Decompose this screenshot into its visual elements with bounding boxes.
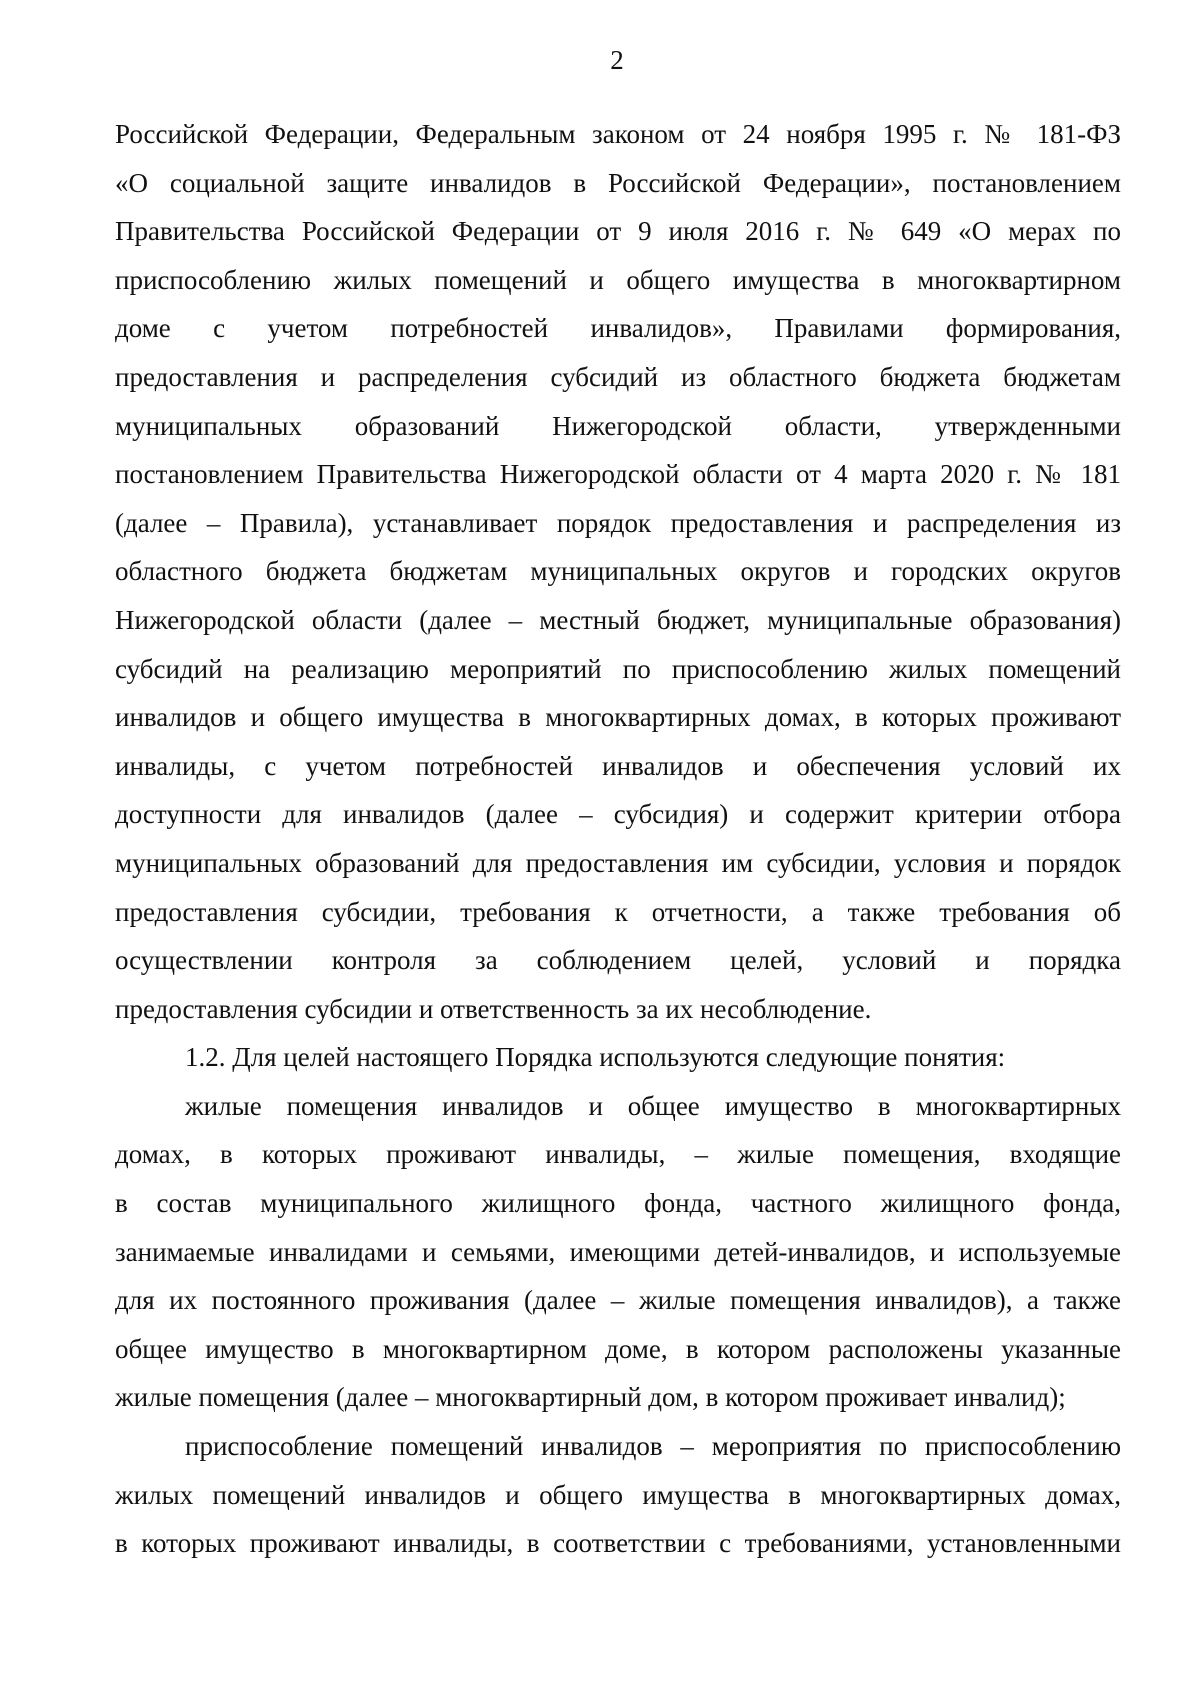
text-line: «О социальной защите инвалидов в Российской Федерации», постановлением [115,167,1121,198]
text-line: общее имущество в многоквартирном доме, в котором расположены указанные [115,1333,1121,1364]
page-number: 2 [610,45,624,75]
text-line: приспособлению жилых помещений и общего имущества в многоквартирном [115,264,1121,295]
text-line: Правительства Российской Федерации от 9 июля 2016 г. № 649 «О мерах по [115,216,1121,247]
text-line: предоставления субсидии, требования к отчетности, а также требования об [115,896,1121,927]
text-line: доступности для инвалидов (далее – субсидия) и содержит критерии отбора [115,799,1121,830]
text-line: жилые помещения инвалидов и общее имущество в многоквартирных [185,1090,1121,1121]
text-line: 1.2. Для целей настоящего Порядка используются следующие понятия: [185,1042,1006,1073]
text-line: домах, в которых проживают инвалиды, – жилые помещения, входящие [115,1139,1121,1170]
text-line: занимаемые инвалидами и семьями, имеющими детей-инвалидов, и используемые [115,1236,1121,1267]
text-line: муниципальных образований Нижегородской области, утвержденными [115,410,1121,441]
text-line: доме с учетом потребностей инвалидов», Правилами формирования, [115,313,1121,344]
text-line: для их постоянного проживания (далее – жилые помещения инвалидов), а также [115,1285,1121,1316]
text-line: субсидий на реализацию мероприятий по приспособлению жилых помещений [115,653,1121,684]
text-line: Нижегородской области (далее – местный бюджет, муниципальные образования) [115,604,1121,635]
text-line: в которых проживают инвалиды, в соответствии с требованиями, установленными [115,1528,1121,1559]
text-line: жилые помещения (далее – многоквартирный дом, в котором проживает инвалид); [115,1382,1066,1413]
text-line: (далее – Правила), устанавливает порядок предоставления и распределения из [115,507,1121,538]
text-line: предоставления и распределения субсидий из областного бюджета бюджетам [115,361,1121,392]
document-body [115,110,1121,1568]
text-line: инвалиды, с учетом потребностей инвалидов и обеспечения условий их [115,750,1121,781]
text-line: Российской Федерации, Федеральным законом от 24 ноября 1995 г. № 181-ФЗ [115,119,1121,149]
text-line: приспособление помещений инвалидов – мероприятия по приспособлению [185,1431,1121,1462]
text-line: областного бюджета бюджетам муниципальных округов и городских округов [115,556,1121,587]
text-line: муниципальных образований для предоставления им субсидии, условия и порядок [115,847,1121,878]
text-line: жилых помещений инвалидов и общего имущества в многоквартирных домах, [115,1479,1121,1510]
text-line: в состав муниципального жилищного фонда, частного жилищного фонда, [115,1188,1121,1219]
text-line: осуществлении контроля за соблюдением целей, условий и порядка [115,945,1121,976]
text-line: предоставления субсидии и ответственность за их несоблюдение. [115,993,872,1024]
text-line: постановлением Правительства Нижегородской области от 4 марта 2020 г. № 181 [115,459,1121,490]
text-line: инвалидов и общего имущества в многоквартирных домах, в которых проживают [115,702,1121,733]
